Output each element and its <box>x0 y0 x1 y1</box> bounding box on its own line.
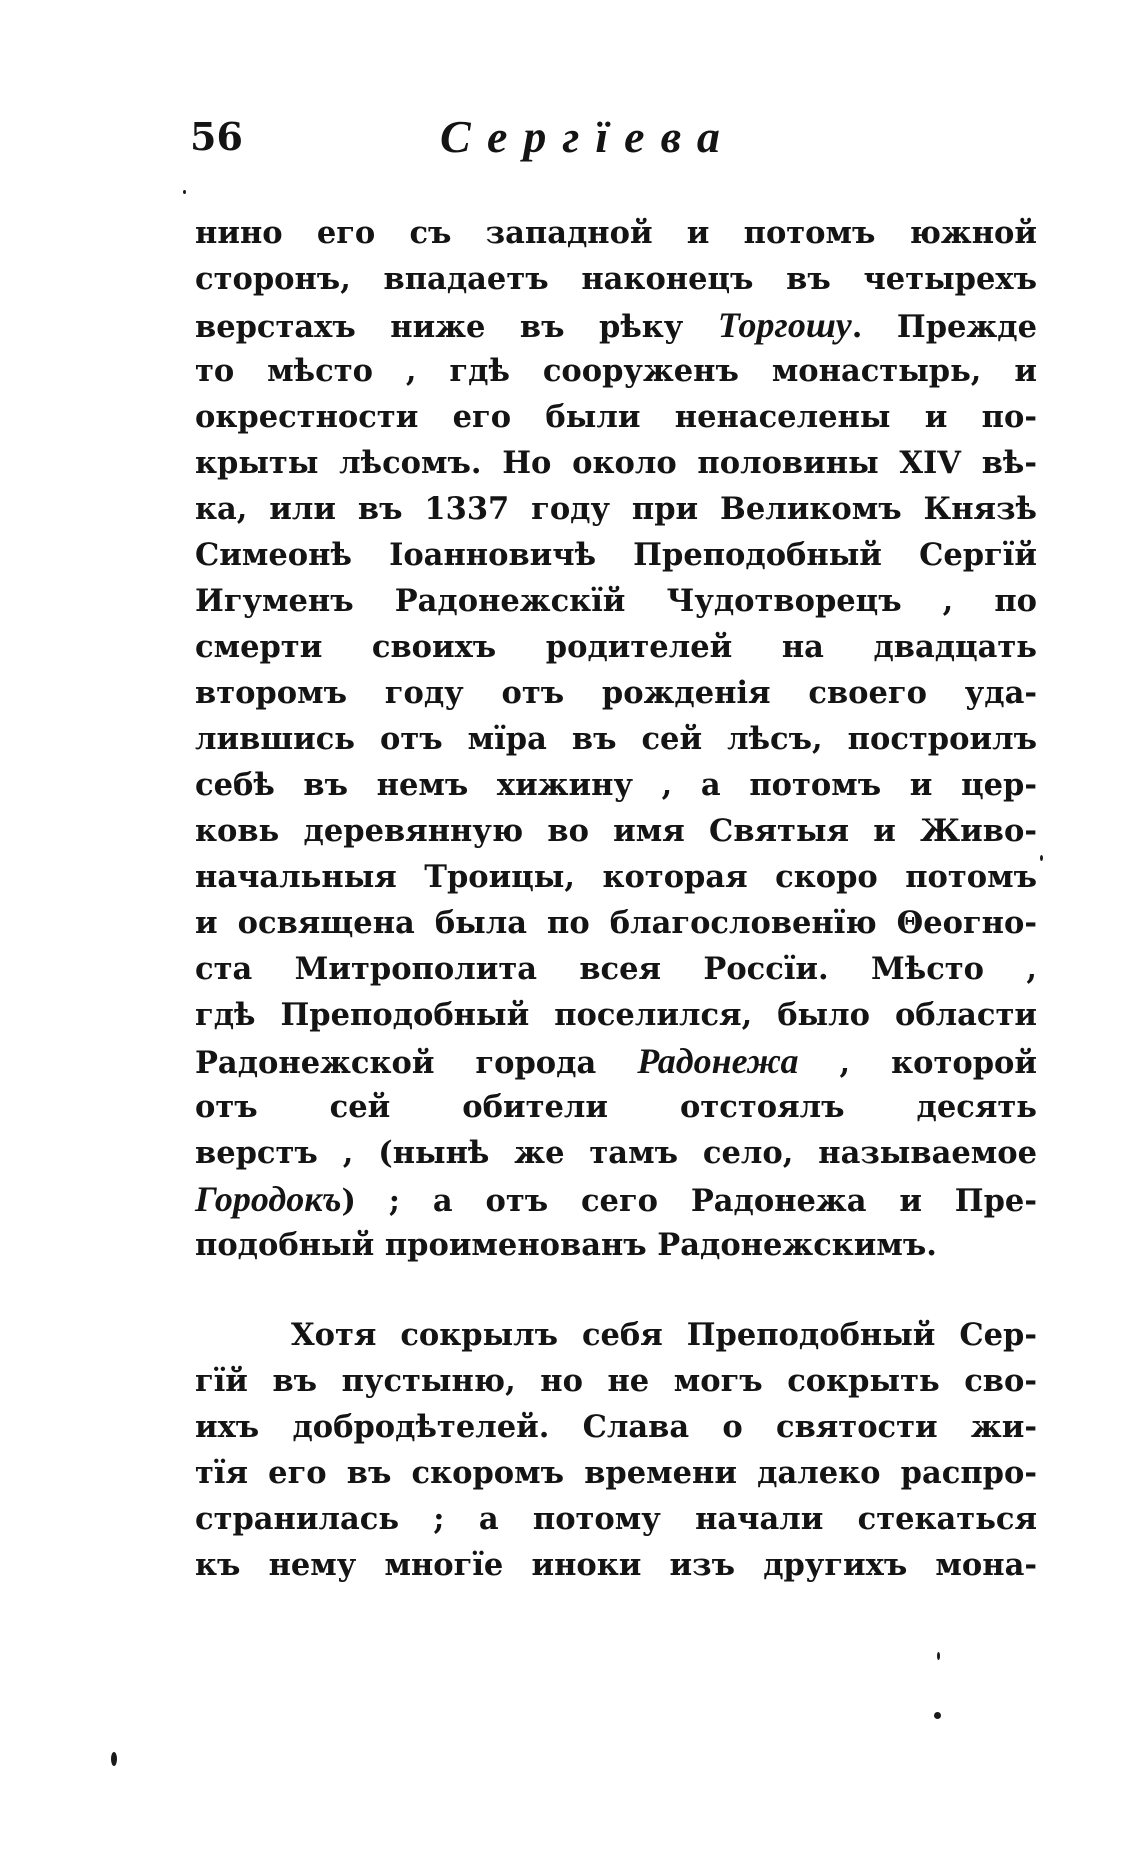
scan-speck <box>111 1752 117 1766</box>
text-line <box>195 256 1037 302</box>
text-line <box>195 348 1037 394</box>
text-run: смерти своихъ родителей на двадцать <box>195 629 1037 665</box>
text-line <box>195 992 1037 1038</box>
text-run: подобный проименованъ Радонежскимъ. <box>195 1227 937 1263</box>
paragraph-gap <box>195 1268 1037 1312</box>
text-run: себѣ въ немъ хижину , а потомъ и цер- <box>195 767 1037 803</box>
scan-speck <box>934 1712 941 1719</box>
paragraph-2 <box>195 1312 1037 1588</box>
text-line <box>195 1542 1037 1588</box>
text-run: къ нему многїе иноки изъ другихъ мона- <box>195 1547 1037 1583</box>
text-line <box>195 1130 1037 1176</box>
running-head <box>190 112 1020 172</box>
page-number: 56 <box>190 114 243 159</box>
scan-speck <box>183 190 186 194</box>
running-title: Сергїева <box>440 111 736 162</box>
text-run: нино его съ западной и потомъ южной <box>195 215 1037 251</box>
text-run: гїй въ пустыню, но не могъ сокрыть сво- <box>195 1363 1037 1399</box>
text-line <box>195 1222 1037 1268</box>
text-line <box>195 670 1037 716</box>
text-line <box>195 1358 1037 1404</box>
text-run: то мѣсто , гдѣ сооруженъ монастырь, и <box>195 353 1037 389</box>
text-run: отъ сей обители отстоялъ десять <box>195 1089 1037 1125</box>
text-line <box>195 302 1037 348</box>
text-run: ка, или въ 1337 году при Великомъ Князѣ <box>195 491 1037 527</box>
text-line <box>195 440 1037 486</box>
italic-place-name: Радонежа <box>637 1041 799 1081</box>
text-run: Игуменъ Радонежскїй Чудотворецъ , по <box>195 583 1037 619</box>
text-run: ) ; а отъ сего Радонежа и Пре- <box>341 1183 1037 1219</box>
text-run: ихъ добродѣтелей. Слава о святости жи- <box>195 1409 1037 1445</box>
text-line <box>195 946 1037 992</box>
text-run: Радонежской города <box>195 1045 638 1081</box>
scan-speck <box>1040 855 1043 861</box>
text-run: ковь деревянную во имя Святыя и Живо- <box>195 813 1037 849</box>
text-run: второмъ году отъ рожденія своего уда- <box>195 675 1037 711</box>
text-run: странилась ; а потому начали стекаться <box>195 1501 1037 1537</box>
text-line <box>195 716 1037 762</box>
text-run: окрестности его были ненаселены и по- <box>195 399 1037 435</box>
italic-place-name: Торгошу <box>717 305 852 345</box>
text-run: начальныя Троицы, которая скоро потомъ <box>195 859 1037 895</box>
text-line <box>195 1176 1037 1222</box>
text-line <box>195 394 1037 440</box>
text-line <box>195 578 1037 624</box>
text-line <box>195 1038 1037 1084</box>
text-line <box>195 1084 1037 1130</box>
text-run: верстъ , (нынѣ же тамъ село, называемое <box>195 1135 1037 1171</box>
text-run: Хотя сокрылъ себя Преподобный Сер- <box>291 1317 1037 1353</box>
paragraph-1 <box>195 210 1037 1268</box>
text-line <box>195 486 1037 532</box>
text-run: гдѣ Преподобный поселился, было области <box>195 997 1037 1033</box>
text-line <box>195 808 1037 854</box>
text-line <box>195 532 1037 578</box>
text-run: сторонъ, впадаетъ наконецъ въ четырехъ <box>195 261 1037 297</box>
text-line <box>195 762 1037 808</box>
text-line <box>195 854 1037 900</box>
text-run: тїя его въ скоромъ времени далеко распро- <box>195 1455 1037 1491</box>
text-line <box>195 624 1037 670</box>
text-line <box>195 1404 1037 1450</box>
text-run: и освящена была по благословенїю Θеогно- <box>195 905 1037 941</box>
text-run: , которой <box>798 1045 1037 1081</box>
text-line <box>195 900 1037 946</box>
text-run: верстахъ ниже въ рѣку <box>195 309 718 345</box>
text-line <box>195 1312 1037 1358</box>
text-run: . Прежде <box>851 309 1037 345</box>
text-run: Симеонѣ Іоанновичѣ Преподобный Сергїй <box>195 537 1037 573</box>
italic-place-name: Городокъ <box>195 1179 342 1219</box>
text-line <box>195 1496 1037 1542</box>
body-text <box>195 210 1037 1588</box>
text-run: ста Митрополита всея Россїи. Мѣсто , <box>195 951 1037 987</box>
text-line <box>195 210 1037 256</box>
text-line <box>195 1450 1037 1496</box>
scan-speck <box>937 1652 940 1660</box>
text-run: крыты лѣсомъ. Но около половины XIV вѣ- <box>195 445 1037 481</box>
text-run: лившись отъ мїра въ сей лѣсъ, построилъ <box>195 721 1037 757</box>
